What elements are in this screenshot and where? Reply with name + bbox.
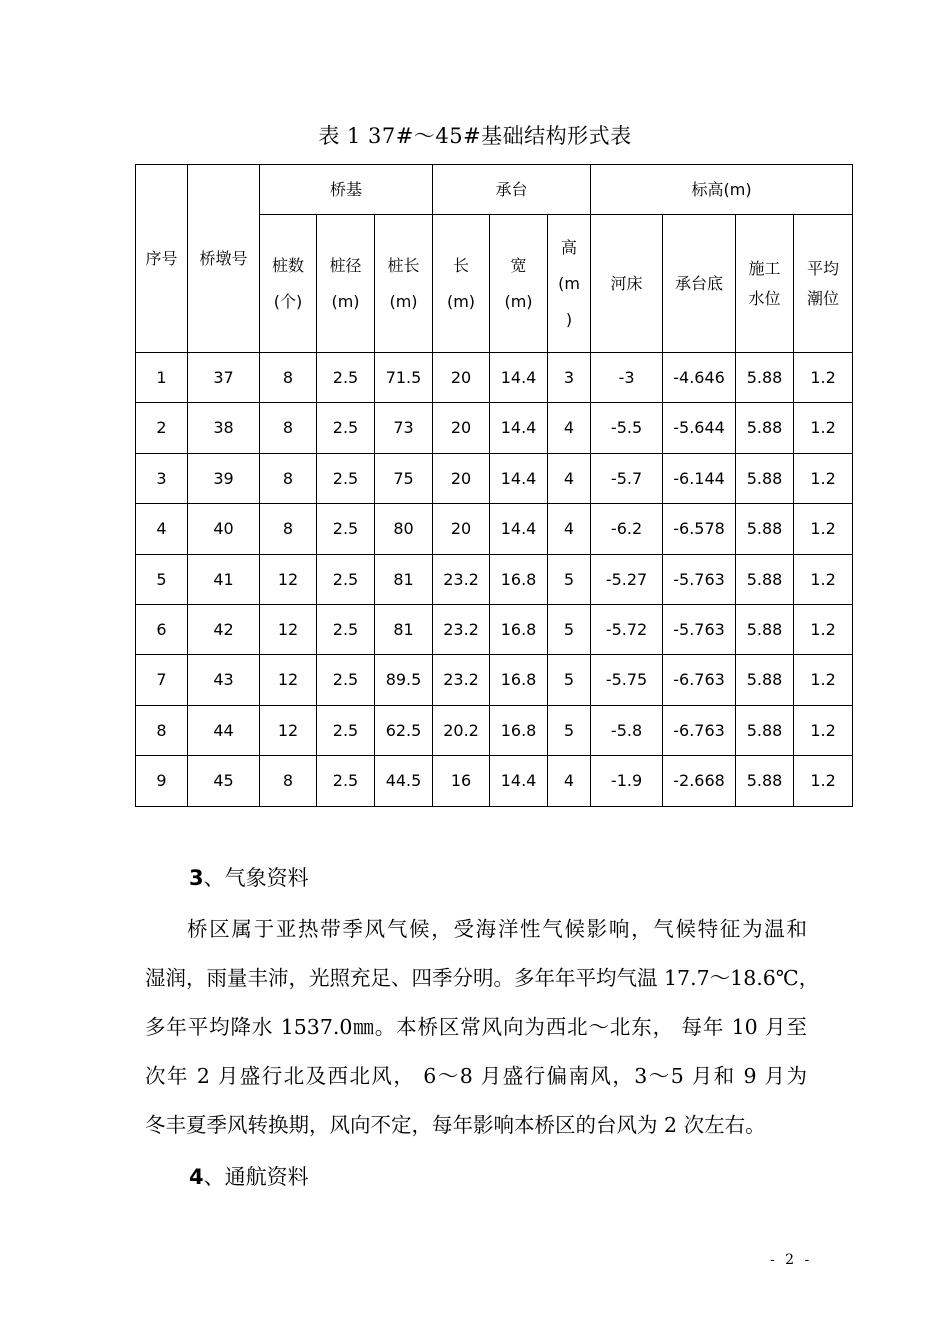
table-cell: 5 [548,655,591,705]
table-cell: 43 [188,655,260,705]
header-seq: 序号 [136,165,188,353]
table-cell: 20 [433,504,490,554]
table-cell: 73 [375,403,433,453]
header-average-tide-level: 平均 潮位 [794,215,853,353]
table-cell: -5.644 [663,403,736,453]
table-cell: 20 [433,353,490,403]
table-cell: 1.2 [794,655,853,705]
table-cell: 41 [188,554,260,604]
header-pier: 桥墩号 [188,165,260,353]
table-cell: 8 [136,705,188,755]
table-cell: 44.5 [375,756,433,806]
table-cell: 14.4 [490,504,548,554]
header-cap-height: 高 (m ) [548,215,591,353]
header-construction-water-level: 施工 水位 [736,215,794,353]
table-cell: 16.8 [490,705,548,755]
table-row [136,756,853,806]
table-cell: -5.5 [591,403,663,453]
table-row [136,403,853,453]
table-cell: -5.763 [663,554,736,604]
table-cell: 38 [188,403,260,453]
climate-paragraph [145,905,820,1150]
table-cell: 2 [136,403,188,453]
table-cell: 2.5 [317,504,375,554]
table-row [136,353,853,403]
table-cell: -6.578 [663,504,736,554]
table-cell: 62.5 [375,705,433,755]
table-cell: 3 [548,353,591,403]
table-cell: 1.2 [794,554,853,604]
table-cell: 2.5 [317,705,375,755]
table-cell: 39 [188,453,260,503]
paragraph-line: 桥区属于亚热带季风气候，受海洋性气候影响，气候特征为温和 [187,917,807,941]
table-cell: 20.2 [433,705,490,755]
table-row [136,554,853,604]
header-cap-bottom: 承台底 [663,215,736,353]
table-cell: 5.88 [736,403,794,453]
table-cell: 3 [136,453,188,503]
table-cell: -6.763 [663,705,736,755]
header-cap-length: 长 (m) [433,215,490,353]
table-cell: 12 [260,705,317,755]
table-cell: 2.5 [317,353,375,403]
table-cell: -1.9 [591,756,663,806]
table-cell: 1.2 [794,403,853,453]
table-cell: -5.763 [663,604,736,654]
table-cell: 4 [548,453,591,503]
table-cell: 8 [260,403,317,453]
table-cell: 23.2 [433,604,490,654]
table-cell: 4 [136,504,188,554]
table-cell: 16.8 [490,655,548,705]
table-cell: -4.646 [663,353,736,403]
table-cell: 5.88 [736,554,794,604]
table-cell: 75 [375,453,433,503]
header-elevation: 标高(m) [591,165,853,215]
table-cell: 1.2 [794,453,853,503]
header-riverbed: 河床 [591,215,663,353]
table-cell: 2.5 [317,403,375,453]
table-row [136,705,853,755]
table-cell: 5 [136,554,188,604]
table-cell: 5 [548,604,591,654]
table-cell: 8 [260,756,317,806]
table-cell: 23.2 [433,655,490,705]
header-pile-length: 桩长 (m) [375,215,433,353]
paragraph-line: 冬丰夏季风转换期，风向不定，每年影响本桥区的台风为 2 次左右。 [145,1113,766,1137]
table-cell: 8 [260,504,317,554]
header-cap: 承台 [433,165,591,215]
table-cell: -3 [591,353,663,403]
table-cell: 12 [260,554,317,604]
table-cell: 14.4 [490,353,548,403]
table-cell: 8 [260,453,317,503]
table-cell: 81 [375,554,433,604]
table-cell: 2.5 [317,453,375,503]
paragraph-line: 多年平均降水 1537.0㎜。本桥区常风向为西北～北东， 每年 10 月至 [145,1015,807,1039]
table-cell: 44 [188,705,260,755]
table-cell: -5.27 [591,554,663,604]
paragraph-line: 次年 2 月盛行北及西北风， 6～8 月盛行偏南风，3～5 月和 9 月为 [145,1064,807,1088]
table-cell: 42 [188,604,260,654]
table-cell: 20 [433,403,490,453]
paragraph-line: 湿润，雨量丰沛，光照充足、四季分明。多年年平均气温 17.7～18.6℃， [145,966,820,990]
table-cell: -5.75 [591,655,663,705]
table-row [136,504,853,554]
table-row [136,604,853,654]
table-cell: 6 [136,604,188,654]
table-cell: 1.2 [794,353,853,403]
table-cell: 23.2 [433,554,490,604]
table-body [136,353,853,807]
table-cell: 5.88 [736,453,794,503]
table-cell: 12 [260,604,317,654]
table-cell: 40 [188,504,260,554]
table-cell: 45 [188,756,260,806]
table-cell: 5.88 [736,655,794,705]
table-cell: 16.8 [490,604,548,654]
table-cell: 2.5 [317,655,375,705]
table-cell: -6.2 [591,504,663,554]
page-number: - 2 - [770,1252,813,1268]
table-cell: -6.144 [663,453,736,503]
table-cell: 1.2 [794,504,853,554]
table-cell: 14.4 [490,756,548,806]
table-cell: 5 [548,554,591,604]
table-cell: 4 [548,403,591,453]
table-cell: -5.7 [591,453,663,503]
table-cell: 8 [260,353,317,403]
table-cell: 20 [433,453,490,503]
table-cell: -2.668 [663,756,736,806]
table-cell: 71.5 [375,353,433,403]
table-cell: 5.88 [736,756,794,806]
table-cell: 2.5 [317,756,375,806]
header-pile-diameter: 桩径 (m) [317,215,375,353]
table-cell: 1 [136,353,188,403]
table-cell: -5.72 [591,604,663,654]
table-cell: 14.4 [490,453,548,503]
table-cell: 1.2 [794,705,853,755]
table-cell: 7 [136,655,188,705]
header-pile-count: 桩数 (个) [260,215,317,353]
table-cell: 1.2 [794,604,853,654]
table-cell: 5.88 [736,353,794,403]
table-cell: 2.5 [317,604,375,654]
table-cell: 9 [136,756,188,806]
table-cell: 12 [260,655,317,705]
table-row [136,655,853,705]
table-cell: 5.88 [736,604,794,654]
table-cell: 4 [548,504,591,554]
table-cell: 2.5 [317,554,375,604]
header-foundation: 桥基 [260,165,433,215]
table-cell: 5.88 [736,504,794,554]
table-cell: -6.763 [663,655,736,705]
table-cell: 80 [375,504,433,554]
table-title: 表 1 37#～45#基础结构形式表 [318,124,632,148]
table-cell: 89.5 [375,655,433,705]
table-cell: 81 [375,604,433,654]
table-cell: 16 [433,756,490,806]
table-cell: 4 [548,756,591,806]
table-cell: 1.2 [794,756,853,806]
table-cell: 16.8 [490,554,548,604]
table-header-row-1 [136,165,853,215]
table-cell: 5 [548,705,591,755]
section-3-heading: 3、气象资料 [189,866,309,890]
table-cell: 5.88 [736,705,794,755]
table-cell: 37 [188,353,260,403]
header-cap-width: 宽 (m) [490,215,548,353]
foundation-structure-table [135,164,853,807]
table-row [136,453,853,503]
table-cell: 14.4 [490,403,548,453]
section-4-heading: 4、通航资料 [189,1165,309,1189]
table-cell: -5.8 [591,705,663,755]
